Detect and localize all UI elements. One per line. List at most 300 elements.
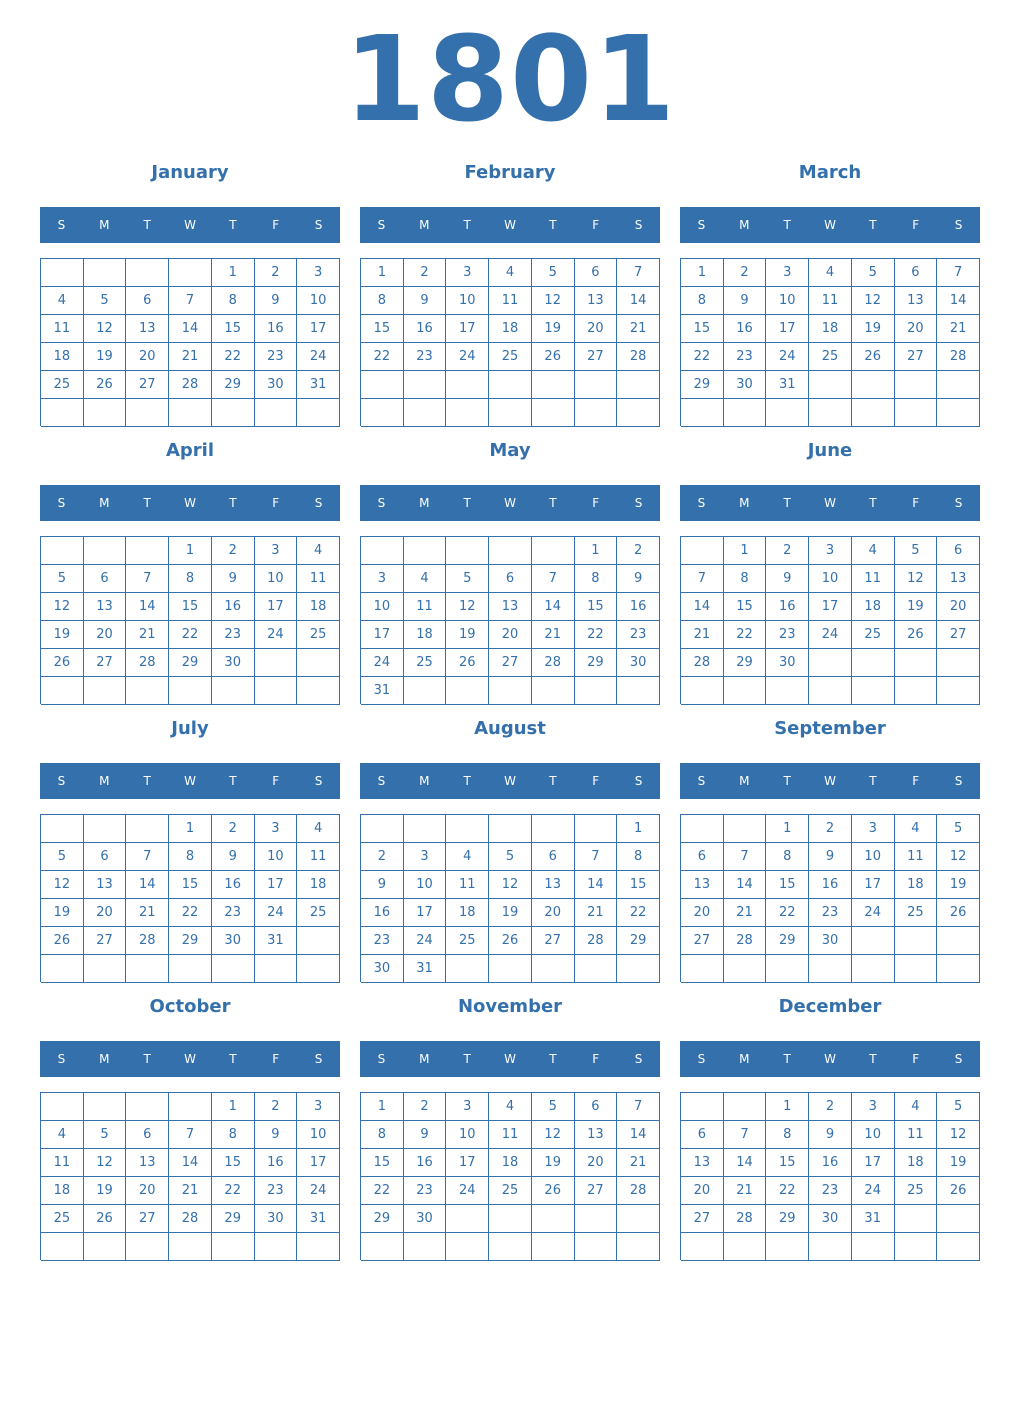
day-cell: 26 bbox=[84, 371, 127, 399]
day-cell: 15 bbox=[575, 593, 618, 621]
empty-day-cell bbox=[575, 399, 618, 427]
weekday-label: T bbox=[143, 1052, 151, 1066]
weekday-label: S bbox=[314, 774, 323, 788]
day-cell: 28 bbox=[126, 649, 169, 677]
empty-day-cell bbox=[169, 1233, 212, 1261]
day-grid bbox=[40, 814, 340, 982]
day-cell: 20 bbox=[575, 1149, 618, 1177]
weekday-label: M bbox=[419, 496, 430, 510]
weekday-header bbox=[360, 1041, 660, 1077]
empty-day-cell bbox=[361, 537, 404, 565]
weekday-label: W bbox=[184, 774, 196, 788]
day-cell: 24 bbox=[404, 927, 447, 955]
day-cell: 13 bbox=[681, 1149, 724, 1177]
empty-day-cell bbox=[617, 1233, 660, 1261]
day-cell: 31 bbox=[255, 927, 298, 955]
day-cell: 23 bbox=[255, 343, 298, 371]
day-cell: 21 bbox=[681, 621, 724, 649]
day-cell: 24 bbox=[852, 1177, 895, 1205]
day-cell: 4 bbox=[297, 815, 340, 843]
day-cell: 31 bbox=[297, 1205, 340, 1233]
day-cell: 7 bbox=[617, 259, 660, 287]
weekday-label: F bbox=[912, 774, 920, 788]
day-cell: 28 bbox=[169, 1205, 212, 1233]
empty-day-cell bbox=[489, 677, 532, 705]
day-cell: 21 bbox=[169, 1177, 212, 1205]
weekday-label: M bbox=[419, 1052, 430, 1066]
day-cell: 17 bbox=[361, 621, 404, 649]
empty-day-cell bbox=[297, 1233, 340, 1261]
empty-day-cell bbox=[809, 649, 852, 677]
day-cell: 4 bbox=[41, 1121, 84, 1149]
empty-day-cell bbox=[84, 677, 127, 705]
weekday-label: S bbox=[57, 774, 66, 788]
day-cell: 12 bbox=[532, 1121, 575, 1149]
empty-day-cell bbox=[126, 815, 169, 843]
weekday-label: T bbox=[549, 496, 557, 510]
empty-day-cell bbox=[404, 399, 447, 427]
day-cell: 10 bbox=[766, 287, 809, 315]
day-cell: 9 bbox=[255, 287, 298, 315]
day-cell: 10 bbox=[404, 871, 447, 899]
weekday-label: F bbox=[592, 218, 600, 232]
day-cell: 13 bbox=[84, 593, 127, 621]
weekday-label: S bbox=[57, 496, 66, 510]
month-name: December bbox=[778, 996, 882, 1017]
day-cell: 6 bbox=[126, 287, 169, 315]
empty-day-cell bbox=[212, 955, 255, 983]
day-cell: 1 bbox=[212, 259, 255, 287]
day-cell: 19 bbox=[532, 1149, 575, 1177]
day-grid bbox=[360, 1092, 660, 1260]
day-cell: 31 bbox=[852, 1205, 895, 1233]
empty-day-cell bbox=[489, 537, 532, 565]
day-cell: 11 bbox=[297, 565, 340, 593]
day-cell: 18 bbox=[404, 621, 447, 649]
empty-day-cell bbox=[766, 955, 809, 983]
weekday-label: S bbox=[634, 774, 643, 788]
month-october bbox=[40, 991, 340, 1269]
day-cell: 3 bbox=[255, 537, 298, 565]
day-cell: 14 bbox=[681, 593, 724, 621]
month-november bbox=[360, 991, 660, 1269]
day-cell: 12 bbox=[895, 565, 938, 593]
day-cell: 3 bbox=[809, 537, 852, 565]
day-cell: 6 bbox=[895, 259, 938, 287]
weekday-label: M bbox=[739, 774, 750, 788]
day-cell: 27 bbox=[575, 343, 618, 371]
day-cell: 9 bbox=[404, 1121, 447, 1149]
day-cell: 7 bbox=[126, 843, 169, 871]
day-grid bbox=[680, 1092, 980, 1260]
empty-day-cell bbox=[937, 371, 980, 399]
day-cell: 1 bbox=[724, 537, 767, 565]
weekday-header bbox=[40, 485, 340, 521]
empty-day-cell bbox=[489, 1205, 532, 1233]
day-cell: 1 bbox=[617, 815, 660, 843]
day-cell: 31 bbox=[297, 371, 340, 399]
empty-day-cell bbox=[212, 677, 255, 705]
weekday-label: F bbox=[592, 496, 600, 510]
day-cell: 4 bbox=[297, 537, 340, 565]
empty-day-cell bbox=[84, 399, 127, 427]
day-cell: 24 bbox=[297, 343, 340, 371]
weekday-label: W bbox=[184, 218, 196, 232]
day-cell: 15 bbox=[361, 315, 404, 343]
day-cell: 7 bbox=[724, 1121, 767, 1149]
weekday-label: W bbox=[504, 774, 516, 788]
empty-day-cell bbox=[852, 371, 895, 399]
day-cell: 19 bbox=[489, 899, 532, 927]
day-cell: 10 bbox=[361, 593, 404, 621]
day-cell: 8 bbox=[169, 843, 212, 871]
empty-day-cell bbox=[937, 1233, 980, 1261]
empty-day-cell bbox=[895, 371, 938, 399]
day-cell: 21 bbox=[724, 899, 767, 927]
weekday-label: T bbox=[549, 218, 557, 232]
day-cell: 1 bbox=[766, 1093, 809, 1121]
day-cell: 23 bbox=[809, 899, 852, 927]
empty-day-cell bbox=[937, 399, 980, 427]
weekday-label: M bbox=[419, 218, 430, 232]
day-cell: 20 bbox=[84, 899, 127, 927]
day-cell: 19 bbox=[937, 1149, 980, 1177]
day-cell: 21 bbox=[617, 1149, 660, 1177]
weekday-label: S bbox=[377, 218, 386, 232]
day-cell: 12 bbox=[937, 1121, 980, 1149]
day-cell: 3 bbox=[852, 815, 895, 843]
day-cell: 7 bbox=[169, 1121, 212, 1149]
day-cell: 14 bbox=[169, 1149, 212, 1177]
empty-day-cell bbox=[681, 677, 724, 705]
empty-day-cell bbox=[41, 955, 84, 983]
day-cell: 19 bbox=[532, 315, 575, 343]
empty-day-cell bbox=[852, 677, 895, 705]
day-grid bbox=[40, 1092, 340, 1260]
day-grid bbox=[360, 536, 660, 704]
empty-day-cell bbox=[41, 399, 84, 427]
empty-day-cell bbox=[766, 399, 809, 427]
empty-day-cell bbox=[297, 955, 340, 983]
month-name: September bbox=[774, 718, 886, 739]
day-cell: 4 bbox=[852, 537, 895, 565]
weekday-label: T bbox=[143, 496, 151, 510]
empty-day-cell bbox=[937, 955, 980, 983]
day-cell: 18 bbox=[297, 593, 340, 621]
day-cell: 5 bbox=[84, 1121, 127, 1149]
weekday-label: S bbox=[697, 774, 706, 788]
weekday-label: S bbox=[954, 774, 963, 788]
day-cell: 2 bbox=[212, 815, 255, 843]
day-cell: 26 bbox=[532, 343, 575, 371]
empty-day-cell bbox=[489, 955, 532, 983]
day-cell: 19 bbox=[937, 871, 980, 899]
day-grid bbox=[360, 258, 660, 426]
day-cell: 11 bbox=[41, 1149, 84, 1177]
day-cell: 31 bbox=[404, 955, 447, 983]
day-cell: 24 bbox=[297, 1177, 340, 1205]
day-cell: 17 bbox=[852, 1149, 895, 1177]
day-cell: 10 bbox=[446, 1121, 489, 1149]
weekday-label: F bbox=[912, 218, 920, 232]
empty-day-cell bbox=[724, 1093, 767, 1121]
day-cell: 26 bbox=[41, 927, 84, 955]
weekday-label: M bbox=[99, 774, 110, 788]
day-cell: 19 bbox=[41, 899, 84, 927]
empty-day-cell bbox=[404, 537, 447, 565]
day-cell: 21 bbox=[617, 315, 660, 343]
empty-day-cell bbox=[297, 927, 340, 955]
day-cell: 4 bbox=[895, 815, 938, 843]
weekday-label: T bbox=[463, 496, 471, 510]
empty-day-cell bbox=[84, 955, 127, 983]
day-cell: 28 bbox=[724, 1205, 767, 1233]
empty-day-cell bbox=[937, 927, 980, 955]
weekday-label: M bbox=[99, 496, 110, 510]
day-cell: 20 bbox=[489, 621, 532, 649]
day-cell: 8 bbox=[361, 287, 404, 315]
empty-day-cell bbox=[575, 371, 618, 399]
month-name: July bbox=[171, 718, 209, 739]
weekday-label: S bbox=[954, 218, 963, 232]
weekday-label: S bbox=[697, 1052, 706, 1066]
empty-day-cell bbox=[126, 1233, 169, 1261]
weekday-header bbox=[680, 485, 980, 521]
day-cell: 26 bbox=[489, 927, 532, 955]
day-cell: 22 bbox=[766, 1177, 809, 1205]
day-cell: 8 bbox=[617, 843, 660, 871]
day-cell: 27 bbox=[126, 1205, 169, 1233]
day-cell: 17 bbox=[255, 871, 298, 899]
empty-day-cell bbox=[681, 815, 724, 843]
weekday-label: S bbox=[634, 218, 643, 232]
weekday-label: S bbox=[314, 218, 323, 232]
day-cell: 28 bbox=[575, 927, 618, 955]
day-cell: 27 bbox=[575, 1177, 618, 1205]
day-cell: 16 bbox=[809, 1149, 852, 1177]
day-cell: 17 bbox=[446, 315, 489, 343]
empty-day-cell bbox=[724, 1233, 767, 1261]
empty-day-cell bbox=[937, 1205, 980, 1233]
empty-day-cell bbox=[84, 815, 127, 843]
weekday-label: S bbox=[954, 1052, 963, 1066]
day-cell: 11 bbox=[895, 843, 938, 871]
day-cell: 6 bbox=[575, 1093, 618, 1121]
day-cell: 5 bbox=[41, 843, 84, 871]
day-grid bbox=[680, 814, 980, 982]
day-cell: 30 bbox=[404, 1205, 447, 1233]
weekday-label: S bbox=[377, 496, 386, 510]
empty-day-cell bbox=[41, 815, 84, 843]
day-cell: 24 bbox=[446, 1177, 489, 1205]
day-cell: 14 bbox=[169, 315, 212, 343]
empty-day-cell bbox=[852, 927, 895, 955]
empty-day-cell bbox=[255, 649, 298, 677]
day-cell: 10 bbox=[297, 1121, 340, 1149]
weekday-label: F bbox=[912, 1052, 920, 1066]
day-cell: 20 bbox=[126, 343, 169, 371]
day-cell: 11 bbox=[852, 565, 895, 593]
empty-day-cell bbox=[489, 815, 532, 843]
day-cell: 12 bbox=[84, 1149, 127, 1177]
day-cell: 7 bbox=[724, 843, 767, 871]
weekday-label: W bbox=[184, 1052, 196, 1066]
weekday-header bbox=[680, 1041, 980, 1077]
empty-day-cell bbox=[809, 677, 852, 705]
month-may bbox=[360, 435, 660, 713]
day-cell: 24 bbox=[809, 621, 852, 649]
day-cell: 21 bbox=[126, 621, 169, 649]
day-cell: 1 bbox=[681, 259, 724, 287]
empty-day-cell bbox=[361, 399, 404, 427]
day-cell: 3 bbox=[446, 1093, 489, 1121]
weekday-header bbox=[40, 1041, 340, 1077]
day-cell: 24 bbox=[852, 899, 895, 927]
day-cell: 30 bbox=[212, 927, 255, 955]
day-cell: 28 bbox=[532, 649, 575, 677]
weekday-header bbox=[680, 763, 980, 799]
day-cell: 22 bbox=[766, 899, 809, 927]
day-cell: 13 bbox=[84, 871, 127, 899]
day-cell: 15 bbox=[617, 871, 660, 899]
day-cell: 16 bbox=[255, 1149, 298, 1177]
weekday-label: T bbox=[869, 774, 877, 788]
day-cell: 16 bbox=[361, 899, 404, 927]
empty-day-cell bbox=[895, 677, 938, 705]
day-cell: 23 bbox=[212, 899, 255, 927]
day-cell: 1 bbox=[361, 259, 404, 287]
weekday-label: S bbox=[634, 1052, 643, 1066]
day-cell: 12 bbox=[532, 287, 575, 315]
day-cell: 12 bbox=[937, 843, 980, 871]
day-cell: 10 bbox=[297, 287, 340, 315]
empty-day-cell bbox=[446, 955, 489, 983]
empty-day-cell bbox=[126, 537, 169, 565]
day-cell: 27 bbox=[937, 621, 980, 649]
empty-day-cell bbox=[169, 1093, 212, 1121]
day-cell: 29 bbox=[169, 649, 212, 677]
day-cell: 2 bbox=[617, 537, 660, 565]
day-cell: 17 bbox=[852, 871, 895, 899]
day-cell: 13 bbox=[681, 871, 724, 899]
day-cell: 23 bbox=[404, 343, 447, 371]
empty-day-cell bbox=[169, 259, 212, 287]
empty-day-cell bbox=[446, 1233, 489, 1261]
empty-day-cell bbox=[126, 677, 169, 705]
day-cell: 19 bbox=[41, 621, 84, 649]
day-cell: 14 bbox=[532, 593, 575, 621]
empty-day-cell bbox=[617, 955, 660, 983]
day-cell: 6 bbox=[532, 843, 575, 871]
empty-day-cell bbox=[895, 1205, 938, 1233]
day-cell: 28 bbox=[724, 927, 767, 955]
day-cell: 21 bbox=[169, 343, 212, 371]
day-cell: 2 bbox=[255, 1093, 298, 1121]
day-cell: 22 bbox=[681, 343, 724, 371]
weekday-label: W bbox=[184, 496, 196, 510]
day-cell: 7 bbox=[681, 565, 724, 593]
weekday-label: F bbox=[592, 1052, 600, 1066]
day-cell: 25 bbox=[297, 621, 340, 649]
day-cell: 10 bbox=[852, 1121, 895, 1149]
month-name: January bbox=[151, 162, 229, 183]
weekday-label: W bbox=[824, 1052, 836, 1066]
day-cell: 7 bbox=[126, 565, 169, 593]
day-cell: 30 bbox=[809, 927, 852, 955]
day-cell: 26 bbox=[446, 649, 489, 677]
weekday-label: S bbox=[697, 496, 706, 510]
day-cell: 9 bbox=[617, 565, 660, 593]
day-cell: 10 bbox=[446, 287, 489, 315]
empty-day-cell bbox=[937, 649, 980, 677]
empty-day-cell bbox=[575, 1205, 618, 1233]
day-cell: 30 bbox=[809, 1205, 852, 1233]
day-cell: 25 bbox=[895, 899, 938, 927]
empty-day-cell bbox=[617, 371, 660, 399]
day-cell: 11 bbox=[297, 843, 340, 871]
weekday-label: T bbox=[229, 496, 237, 510]
day-cell: 14 bbox=[126, 593, 169, 621]
day-cell: 2 bbox=[255, 259, 298, 287]
empty-day-cell bbox=[212, 399, 255, 427]
day-cell: 14 bbox=[126, 871, 169, 899]
empty-day-cell bbox=[575, 955, 618, 983]
day-cell: 8 bbox=[361, 1121, 404, 1149]
day-cell: 29 bbox=[617, 927, 660, 955]
day-cell: 29 bbox=[724, 649, 767, 677]
empty-day-cell bbox=[617, 677, 660, 705]
day-cell: 13 bbox=[532, 871, 575, 899]
empty-day-cell bbox=[255, 399, 298, 427]
weekday-label: T bbox=[783, 496, 791, 510]
day-cell: 9 bbox=[809, 843, 852, 871]
day-cell: 21 bbox=[532, 621, 575, 649]
weekday-label: T bbox=[783, 218, 791, 232]
weekday-label: T bbox=[229, 218, 237, 232]
day-cell: 16 bbox=[404, 315, 447, 343]
day-cell: 27 bbox=[895, 343, 938, 371]
day-cell: 28 bbox=[126, 927, 169, 955]
weekday-label: S bbox=[697, 218, 706, 232]
empty-day-cell bbox=[41, 259, 84, 287]
day-cell: 4 bbox=[489, 1093, 532, 1121]
day-cell: 6 bbox=[681, 1121, 724, 1149]
year-title: 1801 bbox=[343, 10, 677, 148]
day-cell: 14 bbox=[575, 871, 618, 899]
day-cell: 19 bbox=[84, 1177, 127, 1205]
day-cell: 30 bbox=[255, 371, 298, 399]
day-cell: 29 bbox=[212, 1205, 255, 1233]
empty-day-cell bbox=[937, 677, 980, 705]
empty-day-cell bbox=[575, 677, 618, 705]
day-grid bbox=[40, 536, 340, 704]
day-cell: 29 bbox=[575, 649, 618, 677]
day-cell: 31 bbox=[766, 371, 809, 399]
day-cell: 11 bbox=[404, 593, 447, 621]
day-cell: 22 bbox=[212, 343, 255, 371]
empty-day-cell bbox=[532, 815, 575, 843]
day-cell: 24 bbox=[766, 343, 809, 371]
day-cell: 6 bbox=[489, 565, 532, 593]
day-cell: 9 bbox=[212, 565, 255, 593]
day-cell: 8 bbox=[212, 1121, 255, 1149]
weekday-header bbox=[40, 763, 340, 799]
day-grid bbox=[680, 258, 980, 426]
day-cell: 14 bbox=[617, 287, 660, 315]
day-cell: 7 bbox=[617, 1093, 660, 1121]
empty-day-cell bbox=[255, 677, 298, 705]
day-cell: 9 bbox=[255, 1121, 298, 1149]
